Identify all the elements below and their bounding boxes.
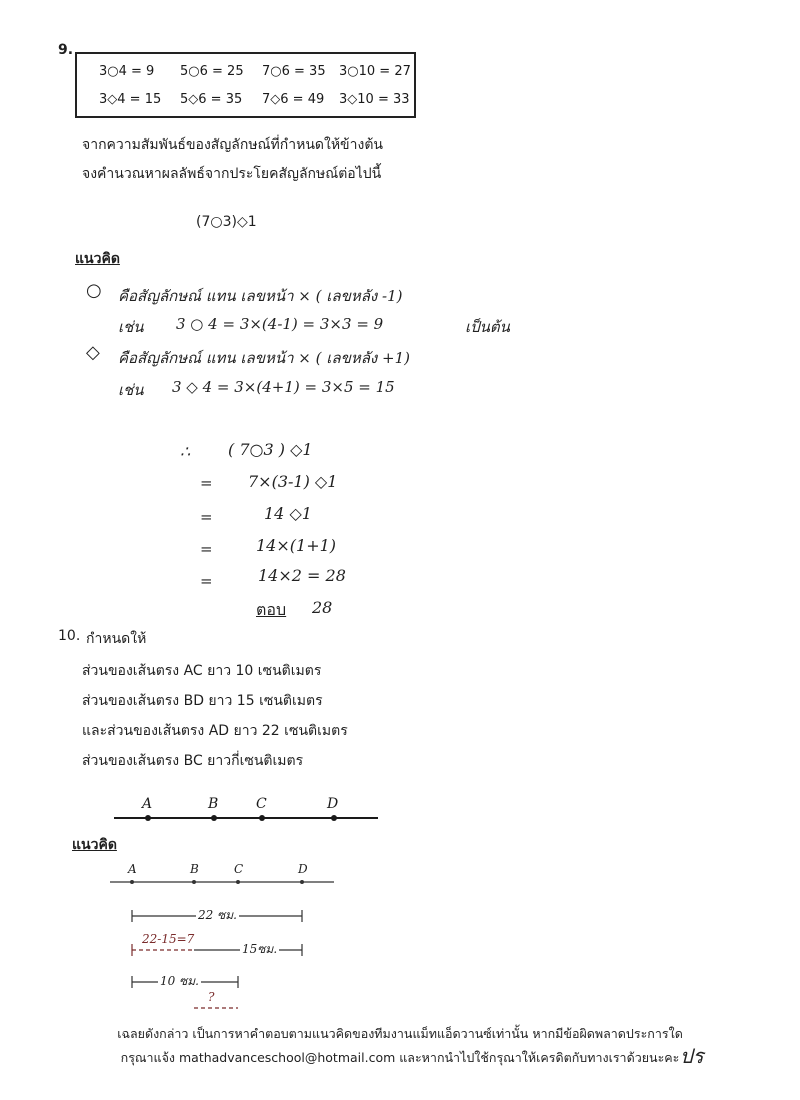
q10-approach-heading: แนวคิด: [72, 837, 117, 853]
q9-expression: (7○3)◇1: [196, 214, 257, 230]
symbol-table: [75, 52, 416, 118]
point-d-dot: [331, 815, 337, 821]
ab-calc-label: 22-15=7: [142, 932, 195, 946]
table-cell: 3◇4 = 15: [99, 92, 162, 107]
equals-sign: =: [200, 474, 213, 492]
q9-approach-heading: แนวคิด: [75, 251, 120, 267]
question-10-number: 10.: [58, 628, 81, 644]
circle-symbol-icon: ○: [86, 280, 102, 301]
circle-example-label: เช่น: [118, 318, 144, 336]
diamond-symbol-icon: ◇: [86, 342, 100, 363]
equals-sign: =: [200, 572, 213, 590]
table-cell: 5◇6 = 35: [180, 92, 243, 107]
table-cell: 3○10 = 27: [339, 64, 411, 79]
sketch-point-a: [130, 880, 134, 884]
bd-length-label: 15ซม.: [240, 940, 279, 959]
q10-given-ad: และส่วนของเส้นตรง AD ยาว 22 เซนติเมตร: [82, 723, 348, 739]
sketch-label-a: A: [128, 862, 137, 876]
circle-example: 3 ○ 4 = 3×(4-1) = 3×3 = 9: [176, 315, 384, 333]
line-segment-diagram: [112, 790, 382, 830]
point-label-b: B: [208, 796, 219, 812]
answer-label: ตอบ: [256, 600, 287, 619]
sketch-label-b: B: [190, 862, 199, 876]
point-label-c: C: [256, 796, 267, 812]
circle-definition: คือสัญลักษณ์ แทน เลขหน้า × ( เลขหลัง -1): [118, 287, 403, 305]
work-line-1: 7×(3-1) ◇1: [248, 472, 338, 491]
q10-question-bc: ส่วนของเส้นตรง BC ยาวกี่เซนติเมตร: [82, 753, 304, 769]
therefore-symbol: ∴: [180, 442, 191, 461]
table-cell: 3○4 = 9: [99, 64, 155, 79]
footer-disclaimer: เฉลยดังกล่าว เป็นการหาคำตอบตามแนวคิดของทีมงานแม็ทแอ็ดวานซ์เท่านั้น หากมีข้อผิดพลาดประการใด: [117, 1026, 683, 1041]
table-cell: 7◇6 = 49: [262, 92, 325, 107]
q9-prompt-line2: จงคำนวณหาผลลัพธ์จากประโยคสัญลักษณ์ต่อไปนี้: [82, 166, 382, 182]
q9-prompt-line1: จากความสัมพันธ์ของสัญลักษณ์ที่กำหนดให้ข้างต้น: [82, 137, 383, 153]
sketch-point-d: [300, 880, 304, 884]
handwritten-initials: ปร: [680, 1044, 704, 1068]
sketch-label-d: D: [298, 862, 308, 876]
point-a-dot: [145, 815, 151, 821]
q10-given-ac: ส่วนของเส้นตรง AC ยาว 10 เซนติเมตร: [82, 663, 322, 679]
equals-sign: =: [200, 508, 213, 526]
diamond-example-label: เช่น: [118, 381, 144, 399]
table-cell: 3◇10 = 33: [339, 92, 410, 107]
work-line-0: ( 7○3 ) ◇1: [228, 440, 313, 459]
q10-lead: กำหนดให้: [86, 631, 147, 647]
bc-question-label: ?: [208, 990, 215, 1004]
work-line-2: 14 ◇1: [264, 504, 312, 523]
q10-given-bd: ส่วนของเส้นตรง BD ยาว 15 เซนติเมตร: [82, 693, 323, 709]
table-cell: 7○6 = 35: [262, 64, 326, 79]
circle-example-tail: เป็นต้น: [465, 318, 510, 336]
sketch-point-c: [236, 880, 240, 884]
sketch-point-b: [192, 880, 196, 884]
diamond-definition: คือสัญลักษณ์ แทน เลขหน้า × ( เลขหลัง +1): [118, 349, 410, 367]
ac-length-label: 10 ซม.: [158, 972, 201, 991]
table-cell: 5○6 = 25: [180, 64, 244, 79]
point-c-dot: [259, 815, 265, 821]
point-label-a: A: [142, 796, 153, 812]
sketch-label-c: C: [234, 862, 244, 876]
footer-contact: กรุณาแจ้ง mathadvanceschool@hotmail.com และหากนำไปใช้กรุณาให้เครดิตกับทางเราด้วยนะคะ: [120, 1050, 680, 1065]
answer-value: 28: [312, 598, 333, 617]
equals-sign: =: [200, 540, 213, 558]
question-9-number: 9.: [58, 42, 74, 58]
ad-length-label: 22 ซม.: [196, 906, 239, 925]
work-line-4: 14×2 = 28: [258, 566, 346, 585]
point-b-dot: [211, 815, 217, 821]
point-label-d: D: [327, 796, 339, 812]
diamond-example: 3 ◇ 4 = 3×(4+1) = 3×5 = 15: [172, 378, 395, 396]
work-line-3: 14×(1+1): [256, 536, 337, 555]
